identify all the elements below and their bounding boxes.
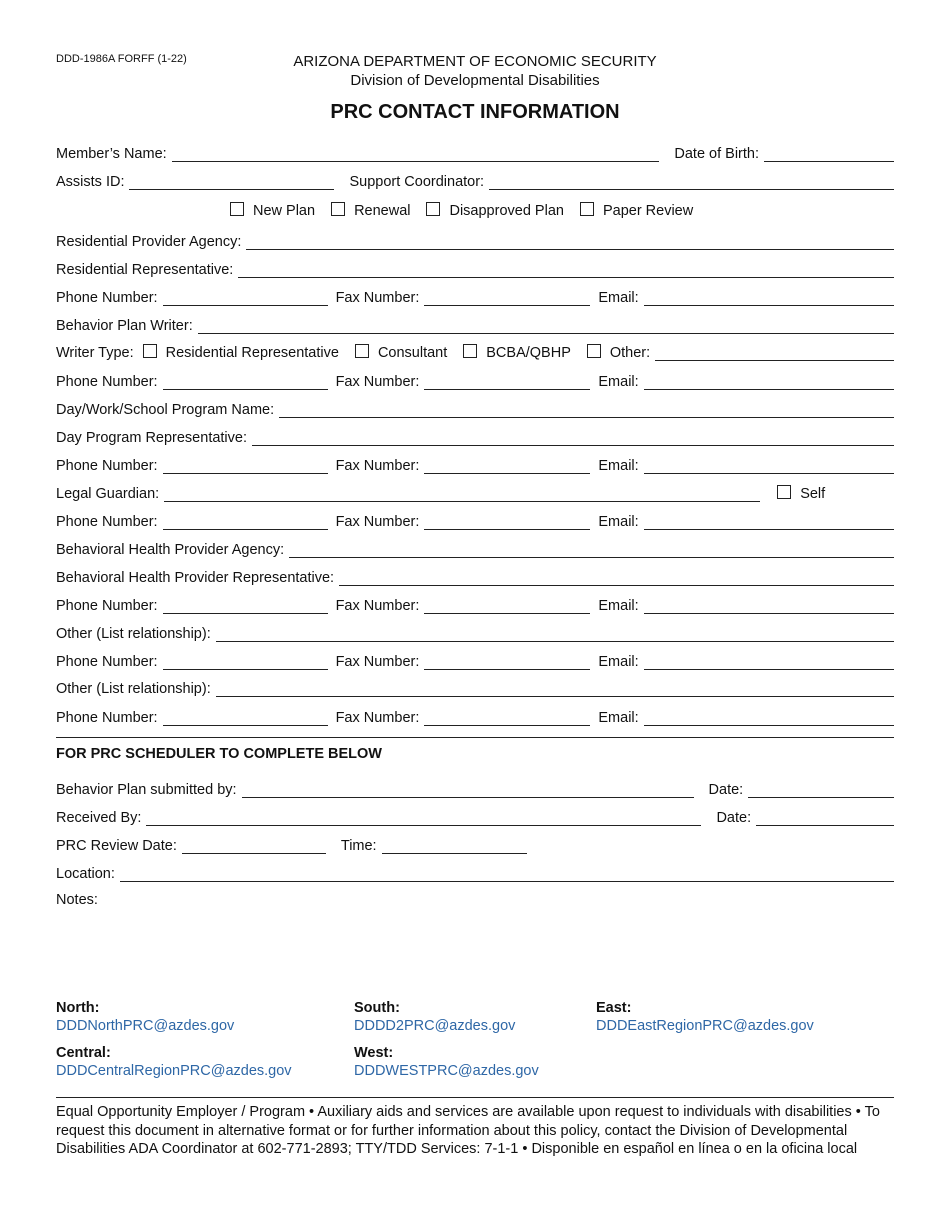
fax-label: Fax Number:	[335, 374, 420, 390]
plan-type-new[interactable]	[230, 202, 315, 219]
review-date-field[interactable]	[182, 839, 326, 854]
scheduler-heading: FOR PRC SCHEDULER TO COMPLETE BELOW	[56, 746, 382, 762]
email-field[interactable]	[644, 375, 894, 390]
email-label: Email:	[598, 290, 639, 306]
plan-type-label: New Plan	[253, 203, 316, 219]
behavior-writer-field[interactable]	[198, 319, 894, 334]
fax-label: Fax Number:	[335, 654, 420, 670]
region-central	[56, 1044, 292, 1080]
phone-label: Phone Number:	[56, 458, 158, 474]
region-email-link[interactable]: DDDD2PRC@azdes.gov	[354, 1018, 516, 1034]
guardian-self-option[interactable]	[777, 485, 825, 502]
members-name-field[interactable]	[172, 147, 660, 162]
legal-guardian-label: Legal Guardian:	[56, 486, 160, 502]
fax-label: Fax Number:	[335, 290, 420, 306]
submitted-by-row	[56, 778, 894, 798]
other-relationship-field[interactable]	[216, 627, 894, 642]
received-by-row	[56, 806, 894, 826]
fax-label: Fax Number:	[335, 458, 420, 474]
fax-label: Fax Number:	[335, 710, 420, 726]
day-program-rep-row	[56, 426, 894, 446]
day-program-row	[56, 398, 894, 418]
plan-type-row	[56, 199, 894, 219]
page-title: PRC CONTACT INFORMATION	[330, 101, 620, 123]
bcba-checkbox[interactable]	[463, 344, 477, 358]
email-field[interactable]	[644, 515, 894, 530]
behavior-writer-label: Behavior Plan Writer:	[56, 318, 193, 334]
phone-label: Phone Number:	[56, 374, 158, 390]
bh-rep-row	[56, 566, 894, 586]
fax-label: Fax Number:	[335, 598, 420, 614]
writer-type-residential[interactable]	[143, 344, 339, 361]
phone-field[interactable]	[163, 599, 328, 614]
dob-label: Date of Birth:	[674, 146, 759, 162]
plan-type-disapproved[interactable]	[426, 202, 563, 219]
phone-label: Phone Number:	[56, 598, 158, 614]
self-checkbox[interactable]	[777, 485, 791, 499]
plan-type-paper-review[interactable]	[580, 202, 693, 219]
dob-field[interactable]	[764, 147, 894, 162]
residential-rep-row	[56, 258, 894, 278]
email-field[interactable]	[644, 459, 894, 474]
agency-header	[56, 52, 894, 90]
region-name: Central:	[56, 1045, 111, 1061]
self-label: Self	[800, 486, 826, 502]
location-row	[56, 862, 894, 882]
contact-row	[56, 706, 894, 726]
region-name: North:	[56, 1000, 100, 1016]
phone-label: Phone Number:	[56, 710, 158, 726]
region-email-link[interactable]: DDDWESTPRC@azdes.gov	[354, 1063, 539, 1079]
region-east	[596, 999, 814, 1035]
received-by-field[interactable]	[146, 811, 701, 826]
assists-id-label: Assists ID:	[56, 174, 125, 190]
email-label: Email:	[598, 654, 639, 670]
contact-row	[56, 594, 894, 614]
region-email-link[interactable]: DDDNorthPRC@azdes.gov	[56, 1018, 235, 1034]
residential-agency-field[interactable]	[246, 235, 894, 250]
section-divider	[56, 737, 894, 738]
residential-rep-checkbox[interactable]	[143, 344, 157, 358]
other-relationship-row	[56, 622, 894, 642]
residential-agency-label: Residential Provider Agency:	[56, 234, 242, 250]
phone-label: Phone Number:	[56, 514, 158, 530]
fax-field[interactable]	[424, 711, 590, 726]
residential-agency-row	[56, 230, 894, 250]
bh-agency-field[interactable]	[289, 543, 894, 558]
received-date-field[interactable]	[756, 811, 894, 826]
other-relationship-field[interactable]	[216, 682, 894, 697]
phone-field[interactable]	[163, 459, 328, 474]
review-date-label: PRC Review Date:	[56, 838, 177, 854]
region-south	[354, 999, 515, 1035]
writer-type-option: Other:	[609, 345, 651, 361]
plan-type-renewal[interactable]	[331, 202, 410, 219]
email-label: Email:	[598, 374, 639, 390]
fax-label: Fax Number:	[335, 514, 420, 530]
review-date-row	[56, 834, 894, 854]
member-row	[56, 142, 894, 162]
fax-field[interactable]	[424, 655, 590, 670]
email-label: Email:	[598, 458, 639, 474]
email-field[interactable]	[644, 655, 894, 670]
fax-field[interactable]	[424, 375, 590, 390]
time-label: Time:	[340, 838, 377, 854]
agency-name: ARIZONA DEPARTMENT OF ECONOMIC SECURITY	[293, 53, 657, 70]
submitted-by-field[interactable]	[242, 783, 694, 798]
assists-id-field[interactable]	[129, 175, 334, 190]
footer-divider	[56, 1097, 894, 1098]
other-relationship-row	[56, 677, 894, 697]
day-program-rep-field[interactable]	[252, 431, 894, 446]
day-program-field[interactable]	[279, 403, 894, 418]
phone-field[interactable]	[163, 291, 328, 306]
day-program-rep-label: Day Program Representative:	[56, 430, 247, 446]
writer-type-label: Writer Type:	[56, 345, 134, 361]
region-email-link[interactable]: DDDCentralRegionPRC@azdes.gov	[56, 1063, 292, 1079]
submitted-date-field[interactable]	[748, 783, 894, 798]
email-label: Email:	[598, 710, 639, 726]
writer-type-option: BCBA/QBHP	[486, 345, 571, 361]
contact-row	[56, 370, 894, 390]
day-program-label: Day/Work/School Program Name:	[56, 402, 275, 418]
email-label: Email:	[598, 598, 639, 614]
fax-field[interactable]	[424, 459, 590, 474]
phone-field[interactable]	[163, 515, 328, 530]
assists-row	[56, 170, 894, 190]
email-field[interactable]	[644, 599, 894, 614]
residential-rep-field[interactable]	[238, 263, 894, 278]
other-relationship-label: Other (List relationship):	[56, 681, 211, 697]
email-label: Email:	[598, 514, 639, 530]
footer-notice: Equal Opportunity Employer / Program • Auxiliary aids and services are available upon request to individuals with disabilities • To request this document in alternative format or for further information about this policy, contact the Division of Developmental Disabilities ADA Coordinator at 602-771-2893; TTY/TDD Services: 7-1-1 • Disponible en español en línea o en la oficina local	[56, 1104, 880, 1157]
contact-row	[56, 454, 894, 474]
phone-label: Phone Number:	[56, 654, 158, 670]
phone-field[interactable]	[163, 655, 328, 670]
plan-type-label: Paper Review	[602, 203, 694, 219]
phone-field[interactable]	[163, 375, 328, 390]
other-relationship-label: Other (List relationship):	[56, 626, 211, 642]
new-plan-checkbox[interactable]	[230, 202, 244, 216]
legal-guardian-field[interactable]	[164, 487, 760, 502]
time-field[interactable]	[382, 839, 527, 854]
writer-type-other[interactable]	[587, 344, 650, 361]
phone-label: Phone Number:	[56, 290, 158, 306]
form-page	[56, 0, 894, 1230]
form-code: DDD-1986A FORFF (1-22)	[56, 53, 187, 65]
email-field[interactable]	[644, 291, 894, 306]
paper-review-checkbox[interactable]	[580, 202, 594, 216]
writer-type-option: Consultant	[377, 345, 448, 361]
received-by-label: Received By:	[56, 810, 142, 826]
bh-rep-label: Behavioral Health Provider Representative:	[56, 570, 335, 586]
email-field[interactable]	[644, 711, 894, 726]
legal-guardian-row	[56, 482, 894, 502]
contact-row	[56, 286, 894, 306]
writer-type-other-field[interactable]	[655, 346, 894, 361]
other-checkbox[interactable]	[587, 344, 601, 358]
contact-row	[56, 510, 894, 530]
writer-type-row	[56, 341, 894, 361]
bh-agency-row	[56, 538, 894, 558]
phone-field[interactable]	[163, 711, 328, 726]
notes-label: Notes:	[56, 892, 98, 908]
behavior-writer-row	[56, 314, 894, 334]
fax-field[interactable]	[424, 599, 590, 614]
bh-agency-label: Behavioral Health Provider Agency:	[56, 542, 285, 558]
plan-type-label: Disapproved Plan	[449, 203, 564, 219]
members-name-label: Member’s Name:	[56, 146, 167, 162]
region-email-link[interactable]: DDDEastRegionPRC@azdes.gov	[596, 1018, 814, 1034]
consultant-checkbox[interactable]	[355, 344, 369, 358]
location-label: Location:	[56, 866, 115, 882]
writer-type-consultant[interactable]	[355, 344, 447, 361]
residential-rep-label: Residential Representative:	[56, 262, 234, 278]
writer-type-bcba[interactable]	[463, 344, 571, 361]
date-label: Date:	[716, 810, 752, 826]
bh-rep-field[interactable]	[339, 571, 894, 586]
support-coordinator-label: Support Coordinator:	[349, 174, 485, 190]
writer-type-option: Residential Representative	[165, 345, 339, 361]
region-north	[56, 999, 234, 1035]
region-name: West:	[354, 1045, 394, 1061]
plan-type-label: Renewal	[354, 203, 411, 219]
region-west	[354, 1044, 539, 1080]
region-name: East:	[596, 1000, 632, 1016]
location-field[interactable]	[120, 867, 894, 882]
date-label: Date:	[708, 782, 744, 798]
fax-field[interactable]	[424, 515, 590, 530]
support-coordinator-field[interactable]	[489, 175, 894, 190]
contact-row	[56, 650, 894, 670]
fax-field[interactable]	[424, 291, 590, 306]
disapproved-plan-checkbox[interactable]	[426, 202, 440, 216]
region-name: South:	[354, 1000, 400, 1016]
renewal-checkbox[interactable]	[331, 202, 345, 216]
submitted-by-label: Behavior Plan submitted by:	[56, 782, 237, 798]
division-name: Division of Developmental Disabilities	[350, 72, 600, 89]
